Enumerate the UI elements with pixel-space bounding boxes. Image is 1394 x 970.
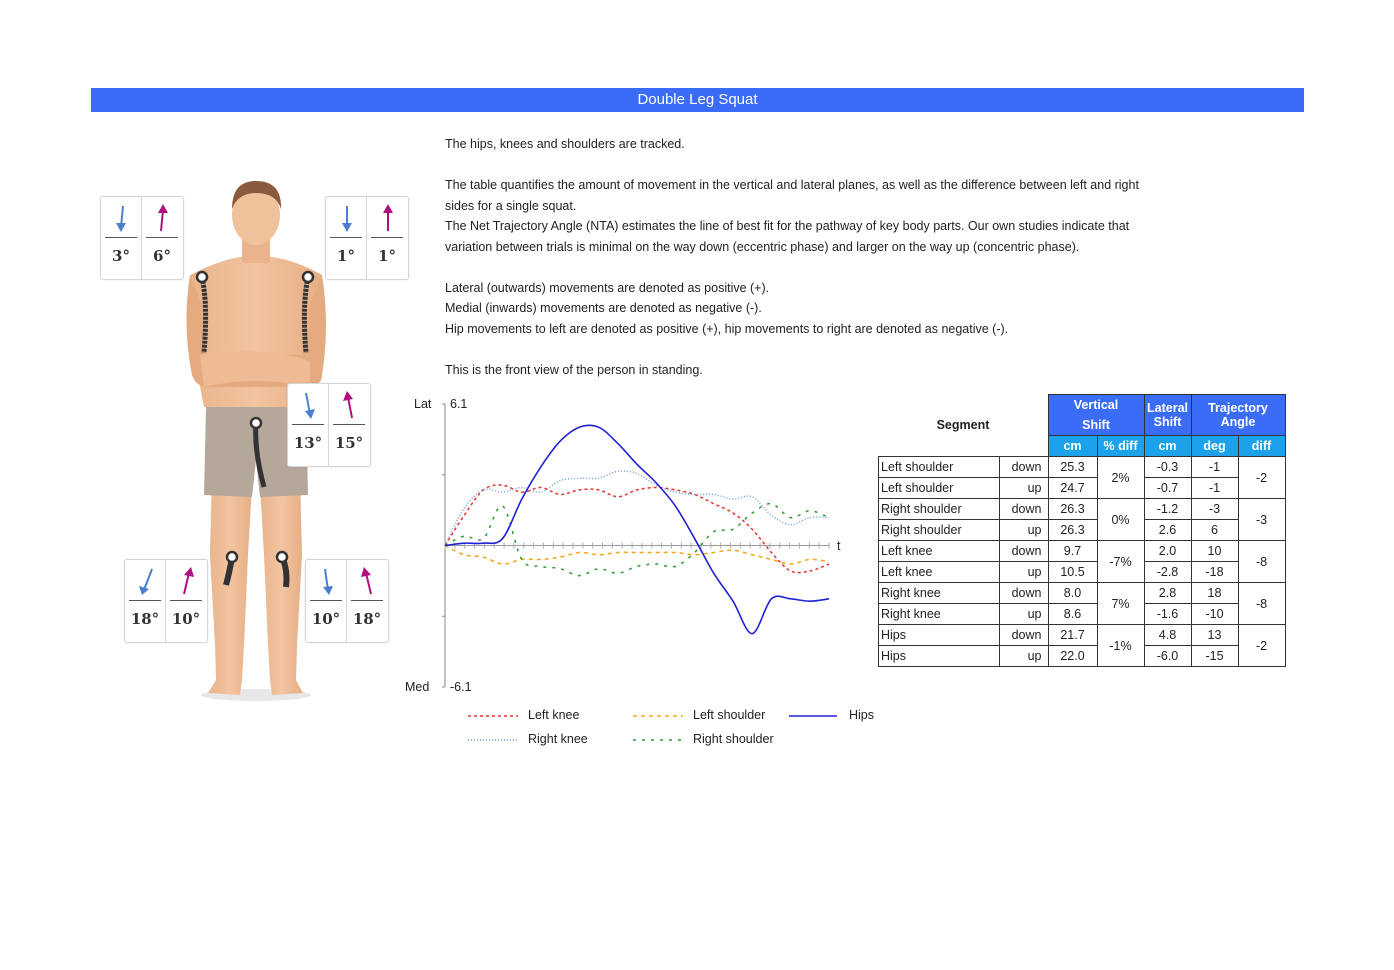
angle-down-value: 13° — [293, 434, 323, 452]
legend-label: Right shoulder — [693, 732, 774, 746]
phase: up — [1000, 520, 1048, 541]
vertical-pct-diff: 2% — [1097, 457, 1144, 499]
legend-label: Right knee — [528, 732, 588, 746]
table-row — [879, 499, 1286, 520]
angle-up-value: 10° — [171, 610, 201, 628]
legend-right-shoulder — [633, 732, 793, 748]
description-nta: The Net Trajectory Angle (NTA) estimates the line of best fit for the pathway of key body parts. Our own studies indicate that variation between trials is minimal on the way down (eccentric phase) and larger on the way up (concentric phase). — [445, 219, 1130, 254]
segment-name: Right knee — [879, 583, 1000, 604]
phase: down — [1000, 541, 1048, 562]
segment-header: Segment — [879, 395, 1049, 457]
phase: up — [1000, 562, 1048, 583]
legend-hips — [789, 708, 889, 724]
angle-deg: -3 — [1191, 499, 1238, 520]
vertical-pct-diff: -7% — [1097, 541, 1144, 583]
phase: down — [1000, 499, 1048, 520]
trajectory-angle-header — [1191, 395, 1285, 436]
vertical-shift-line-1: Vertical — [1073, 398, 1119, 412]
angle-up-value: 15° — [334, 434, 364, 452]
vertical-cm: 8.0 — [1048, 583, 1097, 604]
lateral-cm: 2.6 — [1144, 520, 1191, 541]
angle-down-value: 1° — [337, 247, 355, 265]
trajectory-angle-line-2: Angle — [1220, 415, 1256, 429]
y-axis-min-label: -6.1 — [450, 680, 472, 694]
angle-up-value: 18° — [352, 610, 382, 628]
segment-name: Hips — [879, 625, 1000, 646]
table-row — [879, 604, 1286, 625]
angle-deg: 13 — [1191, 625, 1238, 646]
lateral-cm: 2.0 — [1144, 541, 1191, 562]
segment-name: Left knee — [879, 541, 1000, 562]
lateral-shift-line-2: Shift — [1153, 415, 1182, 429]
arrow-up-icon — [172, 566, 200, 596]
vertical-cm: 9.7 — [1048, 541, 1097, 562]
vertical-shift-line-2: Shift — [1082, 418, 1110, 432]
series-line-hips — [445, 425, 829, 633]
vertical-cm: 26.3 — [1048, 520, 1097, 541]
segment-name: Right shoulder — [879, 499, 1000, 520]
trajectory-angle-line-1: Trajectory — [1208, 401, 1268, 415]
legend-label: Left knee — [528, 708, 580, 722]
subheader-vertical-cm: cm — [1048, 436, 1097, 457]
page-title: Double Leg Squat — [91, 88, 1304, 112]
table-row — [879, 625, 1286, 646]
segment-name: Right knee — [879, 604, 1000, 625]
segment-name: Left knee — [879, 562, 1000, 583]
description-lateral: Lateral (outwards) movements are denoted as positive (+). — [445, 280, 770, 295]
subheader-angle-deg: deg — [1191, 436, 1238, 457]
vertical-cm: 25.3 — [1048, 457, 1097, 478]
lateral-cm: -0.3 — [1144, 457, 1191, 478]
y-axis-label-bottom: Med — [405, 680, 430, 694]
series-line-left-knee — [445, 485, 829, 573]
angle-deg: -10 — [1191, 604, 1238, 625]
arrow-down-icon — [332, 203, 360, 233]
phase: up — [1000, 646, 1048, 667]
angle-diff: -8 — [1238, 541, 1285, 583]
vertical-cm: 8.6 — [1048, 604, 1097, 625]
legend-swatch — [468, 714, 518, 718]
angle-down-value: 10° — [311, 610, 341, 628]
table-row — [879, 583, 1286, 604]
subheader-angle-diff: diff — [1238, 436, 1285, 457]
vertical-cm: 24.7 — [1048, 478, 1097, 499]
arrow-down-icon — [294, 390, 322, 420]
phase: down — [1000, 457, 1048, 478]
angle-box-left-shoulder — [325, 196, 409, 280]
lateral-cm: -1.6 — [1144, 604, 1191, 625]
vertical-cm: 22.0 — [1048, 646, 1097, 667]
segment-name: Left shoulder — [879, 457, 1000, 478]
chart-series — [445, 425, 829, 633]
angle-down-value: 3° — [112, 247, 130, 265]
vertical-pct-diff: 0% — [1097, 499, 1144, 541]
trajectory-chart — [405, 390, 875, 760]
vertical-pct-diff: 7% — [1097, 583, 1144, 625]
arrow-down-icon — [312, 566, 340, 596]
angle-diff: -2 — [1238, 457, 1285, 499]
segment-name: Hips — [879, 646, 1000, 667]
angle-box-left-knee — [305, 559, 389, 643]
x-axis-label: t — [837, 539, 841, 553]
phase: up — [1000, 478, 1048, 499]
lateral-cm: -6.0 — [1144, 646, 1191, 667]
legend-label: Left shoulder — [693, 708, 766, 722]
angle-diff: -8 — [1238, 583, 1285, 625]
lateral-cm: 2.8 — [1144, 583, 1191, 604]
description-tracked: The hips, knees and shoulders are tracked. — [445, 137, 685, 151]
table-row — [879, 457, 1286, 478]
angle-box-hips — [287, 383, 371, 467]
legend-left-shoulder — [633, 708, 783, 724]
description-hip: Hip movements to left are denoted as positive (+), hip movements to right are denoted as negative (-). — [445, 321, 1009, 336]
subheader-vertical-pct-diff: % diff — [1097, 436, 1144, 457]
table-row — [879, 478, 1286, 499]
subheader-lateral-cm: cm — [1144, 436, 1191, 457]
phase: up — [1000, 604, 1048, 625]
angle-up-value: 6° — [153, 247, 171, 265]
vertical-cm: 21.7 — [1048, 625, 1097, 646]
legend-swatch — [468, 738, 518, 742]
angle-deg: -18 — [1191, 562, 1238, 583]
table-row — [879, 562, 1286, 583]
legend-swatch — [633, 714, 683, 718]
legend-swatch — [633, 738, 683, 742]
table-row — [879, 541, 1286, 562]
lateral-shift-line-1: Lateral — [1147, 401, 1188, 415]
lateral-cm: -1.2 — [1144, 499, 1191, 520]
description — [445, 134, 1165, 380]
vertical-pct-diff: -1% — [1097, 625, 1144, 667]
phase: down — [1000, 625, 1048, 646]
description-table: The table quantifies the amount of movement in the vertical and lateral planes, as well as the difference between left and right sides for a single squat. — [445, 178, 1139, 213]
vertical-shift-header — [1048, 395, 1144, 436]
lateral-cm: -2.8 — [1144, 562, 1191, 583]
angle-deg: -1 — [1191, 457, 1238, 478]
vertical-cm: 26.3 — [1048, 499, 1097, 520]
lateral-shift-header — [1144, 395, 1191, 436]
arrow-up-icon — [335, 390, 363, 420]
arrow-down-icon — [131, 566, 159, 596]
angle-deg: 18 — [1191, 583, 1238, 604]
angle-box-right-shoulder — [100, 196, 184, 280]
legend-label: Hips — [849, 708, 875, 722]
lateral-cm: -0.7 — [1144, 478, 1191, 499]
chart-axes — [442, 404, 829, 687]
angle-box-right-knee — [124, 559, 208, 643]
movement-table — [878, 394, 1286, 667]
series-line-right-knee — [445, 471, 829, 546]
phase: down — [1000, 583, 1048, 604]
angle-deg: -15 — [1191, 646, 1238, 667]
angle-deg: 10 — [1191, 541, 1238, 562]
angle-diff: -2 — [1238, 625, 1285, 667]
arrow-down-icon — [107, 203, 135, 233]
segment-name: Right shoulder — [879, 520, 1000, 541]
lateral-cm: 4.8 — [1144, 625, 1191, 646]
angle-diff: -3 — [1238, 499, 1285, 541]
y-axis-max-label: 6.1 — [450, 397, 468, 411]
vertical-cm: 10.5 — [1048, 562, 1097, 583]
arrow-up-icon — [373, 203, 401, 233]
table-row — [879, 646, 1286, 667]
description-view: This is the front view of the person in standing. — [445, 362, 703, 377]
arrow-up-icon — [353, 566, 381, 596]
angle-deg: -1 — [1191, 478, 1238, 499]
legend-right-knee — [468, 732, 618, 748]
arrow-up-icon — [148, 203, 176, 233]
legend-left-knee — [468, 708, 618, 724]
legend-swatch — [789, 714, 839, 718]
angle-down-value: 18° — [130, 610, 160, 628]
angle-up-value: 1° — [378, 247, 396, 265]
table-row — [879, 520, 1286, 541]
segment-name: Left shoulder — [879, 478, 1000, 499]
description-medial: Medial (inwards) movements are denoted as negative (-). — [445, 301, 762, 315]
y-axis-label-top: Lat — [414, 397, 432, 411]
angle-deg: 6 — [1191, 520, 1238, 541]
series-line-left-shoulder — [445, 546, 829, 565]
